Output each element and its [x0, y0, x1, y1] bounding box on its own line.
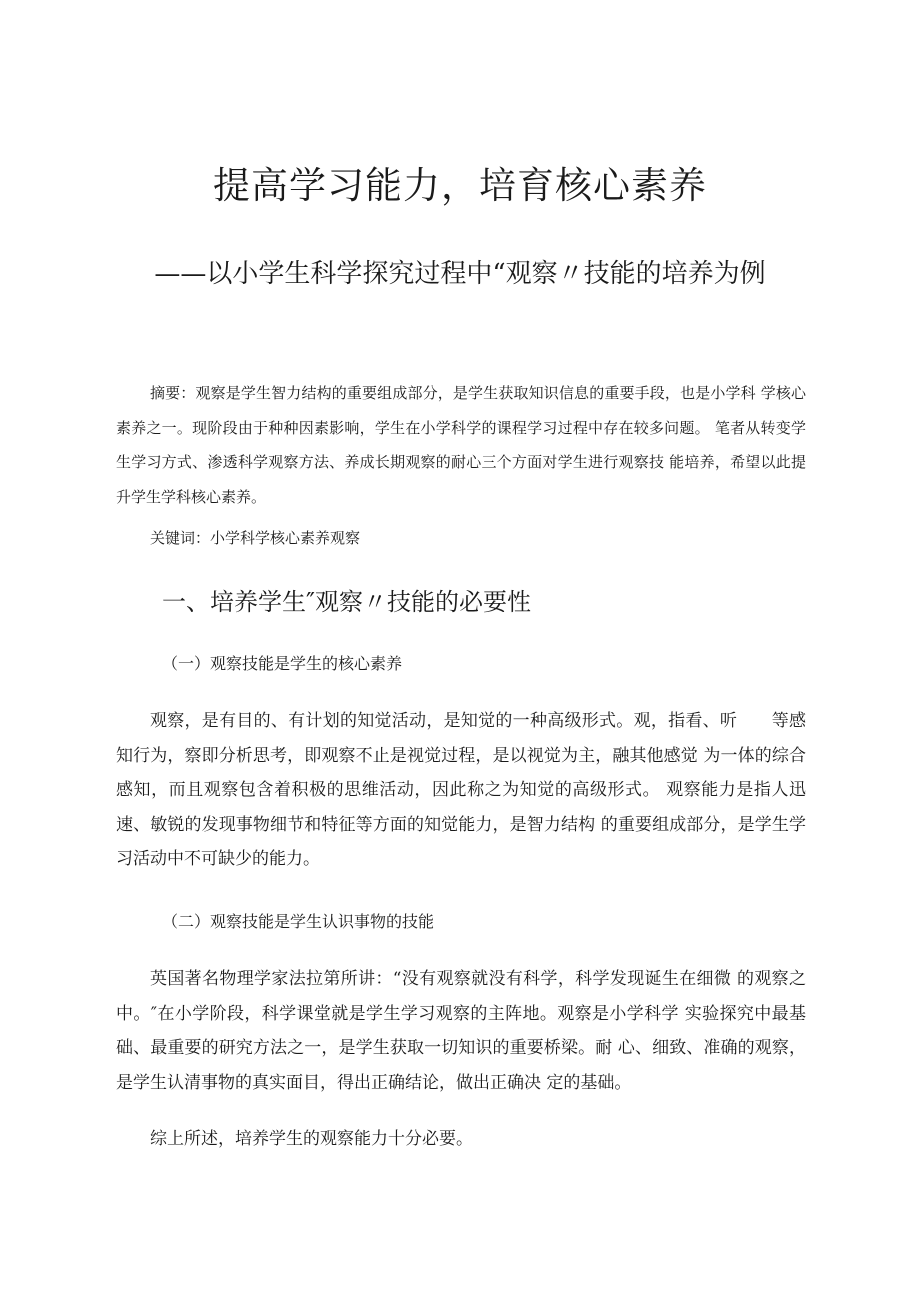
- section-heading: 一、培养学生″观察〃技能的必要性: [162, 588, 531, 616]
- document-subtitle: ——以小学生科学探究过程中“观察〃技能的培养为例: [154, 259, 766, 289]
- conclusion-paragraph: 综上所述，培养学生的观察能力十分必要。: [150, 1129, 473, 1149]
- subsection-heading-1: （一）观察技能是学生的核心素养: [162, 654, 403, 673]
- subsection-1-body: 观察，是有目的、有计划的知觉活动，是知觉的一种高级形式。观，指看、听 等感知行为，察即分析思考，即观察不止是视觉过程，是以视觉为主，融其他感觉 为一体的综合感知，而且观察包含着积极的思维活动，因此称之为知觉的高级形式。 观察能力是指人迅速、敏锐的发现事物细节和特征等方面的知觉能力，是智力结构 的重要组成部分，是学生学习活动中不可缺少的能力。: [116, 711, 806, 869]
- document-title: 提高学习能力，培育核心素养: [213, 164, 707, 207]
- subsection-heading-2: （二）观察技能是学生认识事物的技能: [162, 912, 435, 931]
- abstract-paragraph: 摘要：观察是学生智力结构的重要组成部分，是学生获取知识信息的重要手段，也是小学科 学核心素养之一。现阶段由于种种因素影响，学生在小学科学的课程学习过程中存在较多问题。 笔者从转变学生学习方式、渗透科学观察方法、养成长期观察的耐心三个方面对学生进行观察技 能培养，希望以此提升学生学科核心素养。: [116, 384, 806, 506]
- subsection-2-body: 英国著名物理学家法拉第所讲：“没有观察就没有科学，科学发现诞生在细微 的观察之中。″在小学阶段，科学课堂就是学生学习观察的主阵地。观察是小学科学 实验探究中最基础、最重要的研究方法之一，是学生获取一切知识的重要桥梁。耐 心、细致、准确的观察，是学生认清事物的真实面目，得出正确结论，做出正确决 定的基础。: [116, 969, 806, 1093]
- keywords-line: 关键词：小学科学核心素养观察: [150, 529, 361, 547]
